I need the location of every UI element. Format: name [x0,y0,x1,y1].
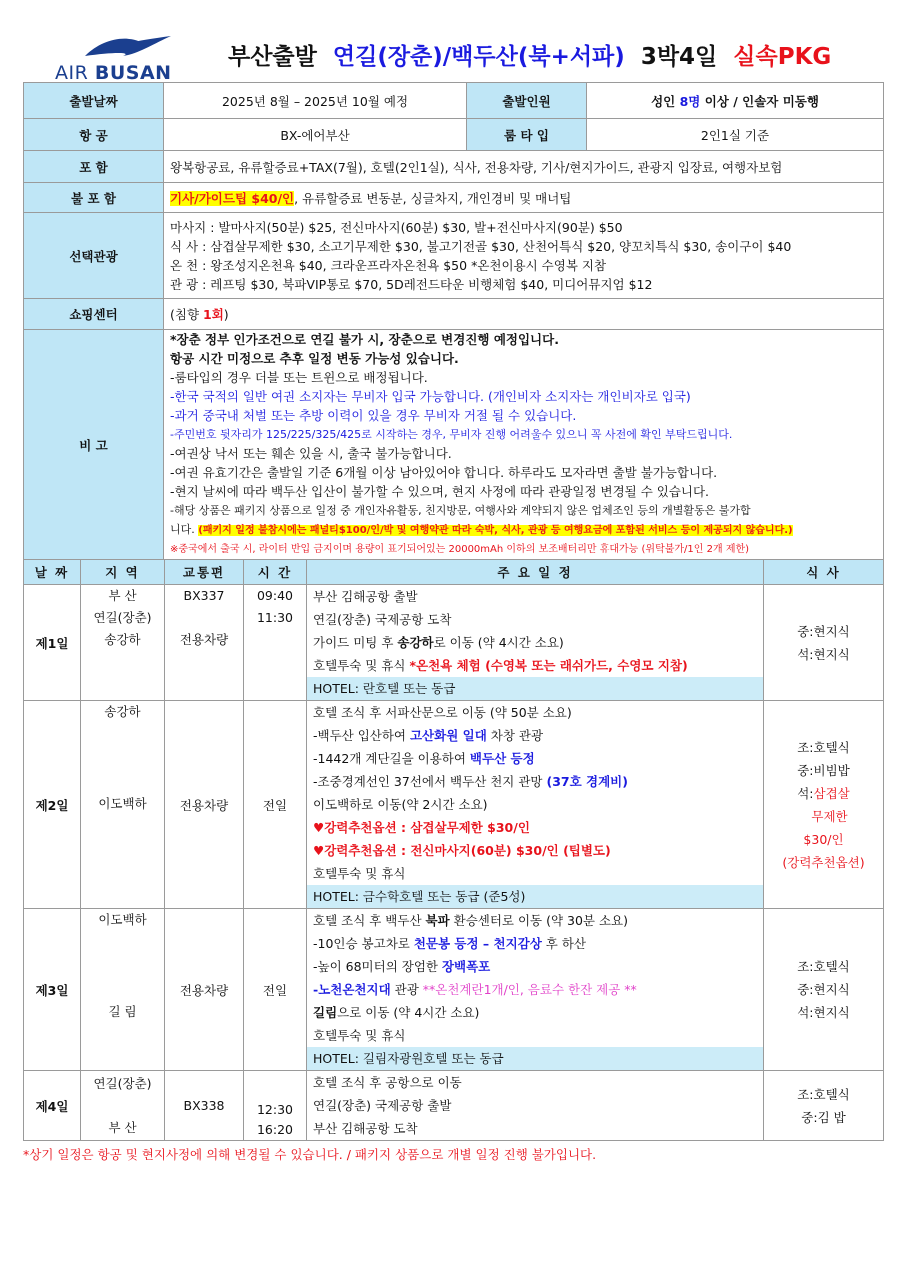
info-row-include [24,151,884,183]
note-penalty-prefix: 니다. [170,523,199,536]
day1-region-songjianghe: 송강하 [104,632,141,647]
penalty-highlight: (패키지 일정 불참시에는 패널티$100/인/박 및 여행약관 따라 숙박, 식사, 관광 등 여행요금에 포함된 서비스 등이 제공되지 않습니다.) [198,525,793,536]
day2-hotel: HOTEL: 금수학호텔 또는 동급 (준5성) [307,885,763,908]
day4-time-arrive: 16:20 [256,1122,294,1137]
day1-step3 [307,631,763,654]
option-tour-list [164,213,884,299]
day4-time [244,1071,307,1141]
day2-step2 [307,724,763,747]
day1-hotel: HOTEL: 란호텔 또는 동급 [307,677,763,700]
option-tour-label: 선택관광 [24,213,164,299]
day2-dinner-pork: 삼겹살 [813,785,850,801]
day1-time-arrive: 11:30 [256,610,294,625]
day1-step4 [307,654,763,677]
departure-people-label: 출발인원 [467,83,587,119]
airline-value: BX-에어부산 [164,119,467,151]
note-resident-number: -주민번호 뒷자리가 125/225/325/425로 시작하는 경우, 무비자 진행 어려울수 있으니 꼭 사전에 확인 부탁드립니다. [170,428,733,441]
day1-lunch: 중:현지식 [797,623,850,639]
day1-dinner: 석:현지식 [797,646,850,662]
day3-step5-place: 길림 [313,1005,338,1020]
option-hotspring: 온 천 : 왕조성지온천욕 $40, 크라운프라자온천욕 $50 *온천이용시 수영복 지참 [170,257,607,273]
shopping-value [164,299,884,330]
day3-step4-dash: - [313,982,319,997]
people-prefix: 성인 [651,93,680,109]
day1-label: 제1일 [24,585,81,701]
col-region: 지 역 [81,560,165,585]
day2-step2-a: -백두산 입산하여 [313,728,410,743]
include-label: 포 함 [24,151,164,183]
day3-step4-place: 노천온천지대 [318,982,391,997]
title-origin: 부산출발 [228,44,317,70]
shopping-suffix: ) [223,307,229,322]
people-count: 8명 [679,93,701,109]
day2-step1: 호텔 조식 후 서파산문으로 이동 (약 50분 소요) [313,705,572,720]
day1-step3-a: 가이드 미팅 후 [313,635,398,650]
day4-region [81,1071,165,1141]
day2-region-songjianghe: 송강하 [104,704,141,719]
day2-breakfast: 조:호텔식 [797,739,850,755]
departure-date-value: 2025년 8월 – 2025년 10월 예정 [164,83,467,119]
day1-step4-a: 호텔투숙 및 휴식 [313,658,410,673]
day2-step4 [307,770,763,793]
note-package-rule: -해당 상품은 패키지 상품으로 일정 중 개인자유활동, 친지방문, 여행사와 계약되지 않은 업체조인 등의 개별활동은 불가합 [170,504,751,517]
note-room-type: -룸타입의 경우 더블 또는 트윈으로 배정됩니다. [170,370,428,385]
day2-dinner [764,782,883,805]
day2-step3-a: -1442개 계단길을 이용하여 [313,751,470,766]
day4-region-busan: 부 산 [108,1119,137,1135]
col-meal: 식 사 [764,560,884,585]
exclude-label: 불 포 함 [24,183,164,213]
day4-breakfast: 조:호텔식 [797,1086,850,1102]
day2-plan [307,701,764,909]
day2-step3-place: 백두산 등정 [469,751,535,766]
day2-step4-a: -조중경계선인 37선에서 백두산 천지 관망 [313,774,547,789]
day3-step3-place: 장백폭포 [441,959,491,974]
note-package-penalty [170,520,877,540]
col-day: 날 짜 [24,560,81,585]
day3-step4 [307,978,763,1001]
day1-step3-c: 로 이동 (약 4시간 소요) [433,635,564,650]
note-battery: ※중국에서 출국 시, 라이터 반입 금지이며 용량이 표기되어있는 20000mAh 이하의 보조배터리만 휴대가능 (위탁불가/1인 2개 제한) [170,544,750,555]
shopping-prefix: (침향 [170,307,204,322]
day2-region-erdaobaihe: 이도백하 [98,796,147,811]
day4-time-depart: 12:30 [256,1102,294,1117]
day2-time: 전일 [244,701,307,909]
guide-tip-highlight: 기사/가이드팁 $40/인 [170,190,295,206]
day2-region [81,701,165,909]
notes-list [164,330,884,560]
room-type-value: 2인1실 기준 [587,119,884,151]
day3-step2-c: 후 하산 [541,936,586,951]
day2-meals [764,701,884,909]
day4-label: 제4일 [24,1071,81,1141]
day4-lunch: 중:김 밥 [801,1109,846,1125]
day4-meals [764,1071,884,1141]
option-meal: 식 사 : 삼겹살무제한 $30, 소고기무제한 $30, 불고기전골 $30, 산천어특식 $20, 양꼬치특식 $30, 송이구이 $40 [170,238,792,254]
day4-step3: 부산 김해공항 도착 [313,1121,418,1136]
shopping-count: 1회 [203,307,224,322]
exclude-value [164,183,884,213]
day2-step3 [307,747,763,770]
day1-region-busan: 부 산 [108,588,137,603]
logo-busan: BUSAN [94,62,172,84]
note-visa-refusal: -과거 중국내 처벌 또는 추방 이력이 있을 경우 무비자 거절 될 수 있습니다. [170,408,577,423]
people-suffix: 이상 / 인솔자 미동행 [700,93,819,109]
shopping-label: 쇼핑센터 [24,299,164,330]
day2-step4-place: (37호 경계비) [546,774,628,789]
day2-transport: 전용차량 [165,701,244,909]
day3-step5-b: 으로 이동 (약 4시간 소요) [337,1005,480,1020]
info-row-notes [24,330,884,560]
option-massage: 마사지 : 발마사지(50분) $25, 전신마사지(60분) $30, 발+전신마사지(90분) $50 [170,219,623,235]
day1-step1: 부산 김해공항 출발 [313,589,418,604]
note-changchun: *장춘 정부 인가조건으로 연길 불가 시, 장춘으로 변경진행 예정입니다. [170,332,559,347]
header [23,22,883,82]
info-row-airline [24,119,884,151]
note-passport-validity: -여권 유효기간은 출발일 기준 6개월 이상 남아있어야 합니다. 하루라도 모자라면 출발 불가능합니다. [170,465,718,480]
day4-step2: 연길(장춘) 국제공항 출발 [313,1098,452,1113]
info-row-exclude [24,183,884,213]
day3-step3 [307,955,763,978]
note-weather: -현지 날씨에 따라 백두산 입산이 불가할 수 있으며, 현지 사정에 따라 관광일정 변경될 수 있습니다. [170,484,710,499]
day2-step2-c: 차창 관광 [486,728,544,743]
day3-step1 [307,909,763,932]
day1-row [24,585,884,701]
day2-row [24,701,884,909]
departure-people-value [587,83,884,119]
day4-step1: 호텔 조식 후 공항으로 이동 [313,1075,462,1090]
footer-notice: *상기 일정은 항공 및 현지사정에 의해 변경될 수 있습니다. / 패키지 상품으로 개별 일정 진행 불가입니다. [23,1147,597,1162]
day3-step6: 호텔투숙 및 휴식 [313,1028,406,1043]
day3-region-erdaobaihe: 이도백하 [98,912,147,927]
day2-option-pork: ♥강력추천옵션 : 삼겹살무제한 $30/인 [313,820,530,835]
day1-plan [307,585,764,701]
day1-region-yanji: 연길(장춘) [93,610,152,625]
day3-step5 [307,1001,763,1024]
room-type-label: 룸 타 입 [467,119,587,151]
title-destination: 연길(장춘)/백두산(북+서파) [332,44,625,70]
day3-plan [307,909,764,1071]
day1-vehicle: 전용차량 [179,632,229,647]
schedule-header-row [24,560,884,585]
day2-dinner-price: $30/인 [803,831,844,847]
day3-step3-a: -높이 68미터의 장엄한 [313,959,442,974]
day4-plan [307,1071,764,1141]
day3-region [81,909,165,1071]
day1-hotspring-note: *온천욕 체험 (수영복 또는 래쉬가드, 수영모 지참) [409,658,688,673]
day1-step2: 연길(장춘) 국제공항 도착 [313,612,452,627]
day3-step1-a: 호텔 조식 후 백두산 [313,913,426,928]
info-row-options [24,213,884,299]
bird-wing-icon [83,34,173,60]
day1-flight: BX337 [183,588,225,603]
note-flight-time: 항공 시간 미정으로 추후 일정 변동 가능성 있습니다. [170,351,459,366]
day4-transport: BX338 [165,1071,244,1141]
note-passport-damage: -여권상 낙서 또는 훼손 있을 시, 출국 불가능합니다. [170,446,452,461]
day1-time-depart: 09:40 [256,588,294,603]
col-plan: 주 요 일 정 [307,560,764,585]
note-visa-free: -한국 국적의 일반 여권 소지자는 무비자 입국 가능합니다. (개인비자 소지자는 개인비자로 입국) [170,389,691,404]
air-busan-logo [55,34,185,84]
day1-region [81,585,165,701]
exclude-rest: , 유류할증료 변동분, 싱글차지, 개인경비 및 매너팁 [294,190,572,206]
info-table [23,82,884,560]
airline-label: 항 공 [24,119,164,151]
day3-breakfast: 조:호텔식 [797,959,850,974]
day3-egg-note: **온천계란1개/인, 음료수 한잔 제공 ** [422,982,637,997]
day3-time: 전일 [244,909,307,1071]
day3-transport: 전용차량 [165,909,244,1071]
day1-time [244,585,307,701]
day3-lunch: 중:현지식 [797,982,850,997]
schedule-table [23,559,884,1141]
notes-label: 비 고 [24,330,164,560]
title-package-type: 실속PKG [733,44,832,70]
day3-meals [764,909,884,1071]
day1-transport [165,585,244,701]
option-sightseeing: 관 광 : 레프팅 $30, 북파VIP통로 $70, 5D레전드타운 비행체험 $40, 미디어뮤지엄 $12 [170,276,653,292]
day3-row [24,909,884,1071]
day2-option-massage: ♥강력추천옵션 : 전신마사지(60분) $30/인 (팁별도) [313,843,611,858]
day2-step5: 이도백하로 이동(약 2시간 소요) [313,797,488,812]
day2-dinner-recommend: (강력추천옵션) [782,854,865,870]
day3-hotel: HOTEL: 길림자광원호텔 또는 동급 [307,1047,763,1070]
day2-label: 제2일 [24,701,81,909]
day3-region-jilin: 길 림 [108,1004,137,1019]
day3-step2-place: 천문봉 등정 – 천지감상 [413,936,542,951]
day1-meals [764,585,884,701]
day2-step2-place: 고산화원 일대 [409,728,487,743]
day2-lunch: 중:비빔밥 [797,762,850,778]
day3-step4-c: 관광 [390,982,423,997]
day3-step1-place: 북파 [425,913,450,928]
day1-step3-place: 송강하 [397,635,434,650]
day2-dinner-prefix: 석: [797,785,814,801]
col-transport: 교통편 [165,560,244,585]
day3-step2 [307,932,763,955]
day2-dinner-unlimited: 무제한 [811,808,848,824]
day2-step8: 호텔투숙 및 휴식 [313,866,406,881]
day3-dinner: 석:현지식 [797,1005,850,1020]
title-duration: 3박4일 [640,44,718,70]
day4-region-yanji: 연길(장춘) [93,1075,152,1091]
logo-air: AIR [55,62,89,84]
day3-label: 제3일 [24,909,81,1071]
day3-step1-c: 환승센터로 이동 (약 30분 소요) [449,913,629,928]
day3-step2-a: -10인승 봉고차로 [313,936,414,951]
info-row-departure [24,83,884,119]
include-value: 왕복항공료, 유류할증료+TAX(7월), 호텔(2인1실), 식사, 전용차량, 기사/현지가이드, 관광지 입장료, 여행자보험 [164,151,884,183]
day4-row [24,1071,884,1141]
info-row-shopping [24,299,884,330]
departure-date-label: 출발날짜 [24,83,164,119]
page-title [228,38,831,71]
col-time: 시 간 [244,560,307,585]
